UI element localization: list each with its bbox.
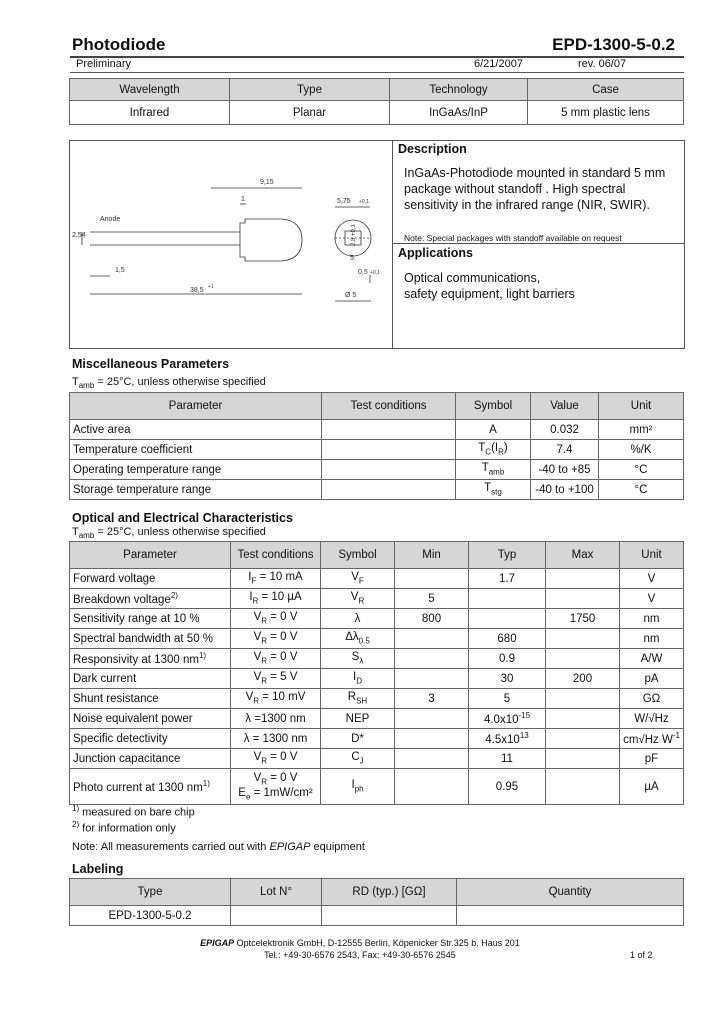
misc-header-value: Value: [531, 393, 599, 420]
table-row: [70, 440, 684, 460]
oec-header-min: Min: [395, 542, 469, 569]
oec-cond: λ = 1300 nm: [231, 729, 321, 749]
drawing-label-phi5: Ø 5: [345, 292, 357, 299]
oec-sym: $\Delta\lambda_{0.5}$: [321, 629, 395, 649]
oec-max: [546, 689, 620, 709]
misc-table: [69, 392, 684, 500]
oec-unit: W/√Hz: [620, 709, 684, 729]
frame-divider: [392, 140, 393, 348]
table-row: [70, 729, 684, 749]
description-line-3: sensitivity in the infrared range (NIR, SWIR).: [404, 198, 650, 212]
misc-header-parameter: Parameter: [70, 393, 322, 420]
misc-cond: [322, 480, 456, 500]
labeling-heading: Labeling: [72, 862, 124, 876]
oec-max: [546, 709, 620, 729]
drawing-body: [240, 219, 302, 261]
oec-param: Responsivity at 1300 $nm^{1)}$: [70, 649, 231, 669]
misc-cond-rest: = 25°C, unless otherwise specified: [94, 376, 266, 388]
oec-min: 3: [395, 689, 469, 709]
oec-max: [546, 589, 620, 609]
oec-param: Breakdown voltage$^{2)}$: [70, 589, 231, 609]
drawing-label-254: 2,54: [72, 232, 86, 239]
labeling-table: [69, 878, 684, 926]
oec-sym: $S_\lambda$: [321, 649, 395, 669]
misc-value: -40 to +85: [531, 460, 599, 480]
oec-param: Sensitivity range at 10 %: [70, 609, 231, 629]
table-row: [70, 629, 684, 649]
drawing-label-side: 2,8 +0,1: [351, 224, 357, 246]
misc-param: Temperature coefficient: [70, 440, 322, 460]
oec-unit: nm: [620, 629, 684, 649]
drawing-label-1: 1: [241, 196, 245, 203]
drawing-label-total: 9,15: [260, 179, 274, 186]
oec-header-typ: Typ: [469, 542, 546, 569]
oec-unit: pF: [620, 749, 684, 769]
oec-cond: $V_R = 0$ V: [231, 649, 321, 669]
oec-max: [546, 749, 620, 769]
oec-sym: $R_{SH}$: [321, 689, 395, 709]
misc-sym: A: [456, 420, 531, 440]
summary-type: Planar: [230, 101, 390, 125]
oec-sym: NEP: [321, 709, 395, 729]
table-row: [70, 569, 684, 589]
misc-param: Operating temperature range: [70, 460, 322, 480]
oec-param: Dark current: [70, 669, 231, 689]
summary-case: 5 mm plastic lens: [528, 101, 684, 125]
table-row: [70, 609, 684, 629]
misc-cond-t: T: [72, 376, 79, 388]
misc-unit: %/K: [599, 440, 684, 460]
applications-line-2: safety equipment, light barriers: [404, 287, 575, 301]
summary-wavelength: Infrared: [70, 101, 230, 125]
oec-unit: V: [620, 569, 684, 589]
oec-cond: λ =1300 nm: [231, 709, 321, 729]
revision-label: rev. 06/07: [578, 58, 627, 70]
summary-header-case: Case: [528, 79, 684, 101]
oec-param: Noise equivalent power: [70, 709, 231, 729]
oec-unit: A/W: [620, 649, 684, 669]
oec-unit: pA: [620, 669, 684, 689]
oec-min: [395, 749, 469, 769]
labeling-rd: [322, 906, 457, 926]
oec-param: Specific detectivity: [70, 729, 231, 749]
misc-sym: $T_{amb}$: [456, 460, 531, 480]
summary-table: [69, 78, 684, 125]
note-general: Note: All measurements carried out with EPIGAP equipment: [72, 841, 365, 853]
table-row: [70, 460, 684, 480]
applications-line-1: Optical communications,: [404, 271, 541, 285]
footer-line-1: EPIGAP Optcelektronik GmbH, D-12555 Berlin, Köpenicker Str.325 b, Haus 201: [200, 938, 520, 948]
summary-technology: InGaAs/InP: [390, 101, 528, 125]
table-row: [70, 669, 684, 689]
part-number: EPD-1300-5-0.2: [552, 35, 675, 54]
oec-min: [395, 629, 469, 649]
package-drawing: [70, 141, 392, 347]
labeling-header-type: Type: [70, 879, 231, 906]
oec-param: Photo current at 1300 $nm^{1)}$: [70, 769, 231, 805]
description-text: [404, 165, 665, 213]
oec-cond: $V_R = 0$ V $E_e = 1mW/cm^2$: [231, 769, 321, 805]
drawing-label-575: 5,75: [337, 198, 351, 205]
oec-unit: µA: [620, 769, 684, 805]
misc-header-symbol: Symbol: [456, 393, 531, 420]
summary-header-wavelength: Wavelength: [70, 79, 230, 101]
header-rule-2: [70, 72, 684, 73]
misc-cond: [322, 420, 456, 440]
misc-unit: °C: [599, 460, 684, 480]
labeling-type: EPD-1300-5-0.2: [70, 906, 231, 926]
drawing-label-d5: 5: [350, 255, 354, 262]
oec-typ: 0.95: [469, 769, 546, 805]
misc-unit: mm²: [599, 420, 684, 440]
oec-typ: 680: [469, 629, 546, 649]
oec-max: 1750: [546, 609, 620, 629]
oec-typ: [469, 589, 546, 609]
oec-max: [546, 729, 620, 749]
oec-min: [395, 769, 469, 805]
labeling-lot: [231, 906, 322, 926]
oec-min: 5: [395, 589, 469, 609]
frame-divider-h: [392, 243, 684, 244]
misc-value: -40 to +100: [531, 480, 599, 500]
oec-header-test-conditions: Test conditions: [231, 542, 321, 569]
drawing-label-tol3: +0,1: [370, 270, 380, 276]
oec-cond: $V_R = 0$ V: [231, 609, 321, 629]
table-row: [70, 589, 684, 609]
summary-header-type: Type: [230, 79, 390, 101]
oec-typ: 11: [469, 749, 546, 769]
oec-sym: $C_J$: [321, 749, 395, 769]
misc-param: Active area: [70, 420, 322, 440]
oec-param: Shunt resistance: [70, 689, 231, 709]
drawing-label-05: 0,5: [358, 269, 368, 276]
oec-typ: 1.7: [469, 569, 546, 589]
status-label: Preliminary: [76, 58, 132, 70]
misc-cond: [322, 440, 456, 460]
description-line-2: package without standoff . High spectral: [404, 182, 626, 196]
summary-header-technology: Technology: [390, 79, 528, 101]
oec-min: [395, 669, 469, 689]
oec-param: Junction capacitance: [70, 749, 231, 769]
oec-max: 200: [546, 669, 620, 689]
drawing-label-anode: Anode: [100, 216, 121, 223]
misc-value: 7.4: [531, 440, 599, 460]
oec-min: [395, 649, 469, 669]
description-line-1: InGaAs-Photodiode mounted in standard 5 mm: [404, 166, 666, 180]
oec-header-symbol: Symbol: [321, 542, 395, 569]
misc-cond-sub: amb: [78, 381, 95, 391]
misc-sym: $T_{stg}$: [456, 480, 531, 500]
date-label: 6/21/2007: [474, 58, 523, 70]
description-note: Note: Special packages with standoff available on request: [404, 233, 622, 243]
oec-sym: $I_D$: [321, 669, 395, 689]
misc-cond: [322, 460, 456, 480]
oec-min: [395, 569, 469, 589]
drawing-label-15: 1,5: [115, 267, 125, 274]
applications-heading: Applications: [398, 246, 474, 260]
drawing-label-tol1: +0,1: [359, 199, 369, 205]
applications-text: [404, 270, 575, 302]
table-row: [70, 480, 684, 500]
table-row: [70, 709, 684, 729]
oec-unit: cm√Hz $W^{-1}$: [620, 729, 684, 749]
table-row: [70, 906, 684, 926]
oec-cond: $V_R = 10$ mV: [231, 689, 321, 709]
misc-value: 0.032: [531, 420, 599, 440]
oec-cond: $I_R = 10$ µA: [231, 589, 321, 609]
oec-typ: 5: [469, 689, 546, 709]
oec-param: Forward voltage: [70, 569, 231, 589]
table-row: [70, 749, 684, 769]
footer-line-2: Tel.: +49-30-6576 2543, Fax: +49-30-6576 2545: [264, 950, 456, 960]
table-row: [70, 769, 684, 805]
oec-cond: $I_F = 10$ mA: [231, 569, 321, 589]
oec-typ: $4.0x10^{-15}$: [469, 709, 546, 729]
labeling-header-rd: RD (typ.) [GΩ]: [322, 879, 457, 906]
oec-max: [546, 769, 620, 805]
misc-unit: °C: [599, 480, 684, 500]
description-heading: Description: [398, 142, 467, 156]
table-row: [70, 420, 684, 440]
oec-min: [395, 729, 469, 749]
oec-header-parameter: Parameter: [70, 542, 231, 569]
note-2: $^{2)}$ for information only: [72, 820, 176, 835]
document-title: Photodiode: [72, 35, 166, 54]
oec-table: [69, 541, 684, 805]
oec-typ: 30: [469, 669, 546, 689]
misc-heading: Miscellaneous Parameters: [72, 357, 230, 371]
oec-unit: nm: [620, 609, 684, 629]
oec-sym: $V_F$: [321, 569, 395, 589]
oec-cond: $V_R = 5$ V: [231, 669, 321, 689]
oec-sym: λ: [321, 609, 395, 629]
oec-typ: 0.9: [469, 649, 546, 669]
misc-conditions: [72, 376, 266, 390]
note-1: $^{1)}$ measured on bare chip: [72, 804, 195, 819]
oec-cond: $V_R = 0$ V: [231, 749, 321, 769]
oec-min: [395, 709, 469, 729]
oec-header-max: Max: [546, 542, 620, 569]
misc-header-test-conditions: Test conditions: [322, 393, 456, 420]
oec-max: [546, 569, 620, 589]
oec-typ: $4.5x10^{13}$: [469, 729, 546, 749]
misc-param: Storage temperature range: [70, 480, 322, 500]
oec-typ: [469, 609, 546, 629]
table-row: [70, 689, 684, 709]
oec-cond: $V_R = 0$ V: [231, 629, 321, 649]
page-number: 1 of 2: [630, 950, 653, 960]
oec-sym: D*: [321, 729, 395, 749]
oec-sym: $I_{ph}$: [321, 769, 395, 805]
table-row: [70, 649, 684, 669]
misc-header-unit: Unit: [599, 393, 684, 420]
oec-unit: V: [620, 589, 684, 609]
labeling-header-quantity: Quantity: [457, 879, 684, 906]
oec-unit: GΩ: [620, 689, 684, 709]
oec-param: Spectral bandwidth at 50 %: [70, 629, 231, 649]
oec-max: [546, 629, 620, 649]
drawing-label-tol2: +1: [208, 284, 214, 290]
labeling-quantity: [457, 906, 684, 926]
oec-header-unit: Unit: [620, 542, 684, 569]
oec-sym: $V_R$: [321, 589, 395, 609]
oec-conditions: $T_{amb} = 25^\circ C$, unless otherwise specified: [72, 526, 266, 541]
oec-max: [546, 649, 620, 669]
misc-sym: $T_C(I_R)$: [456, 440, 531, 460]
oec-min: 800: [395, 609, 469, 629]
oec-heading: Optical and Electrical Characteristics: [72, 511, 293, 525]
labeling-header-lot: Lot N°: [231, 879, 322, 906]
drawing-label-lead: 38,5: [190, 287, 204, 294]
